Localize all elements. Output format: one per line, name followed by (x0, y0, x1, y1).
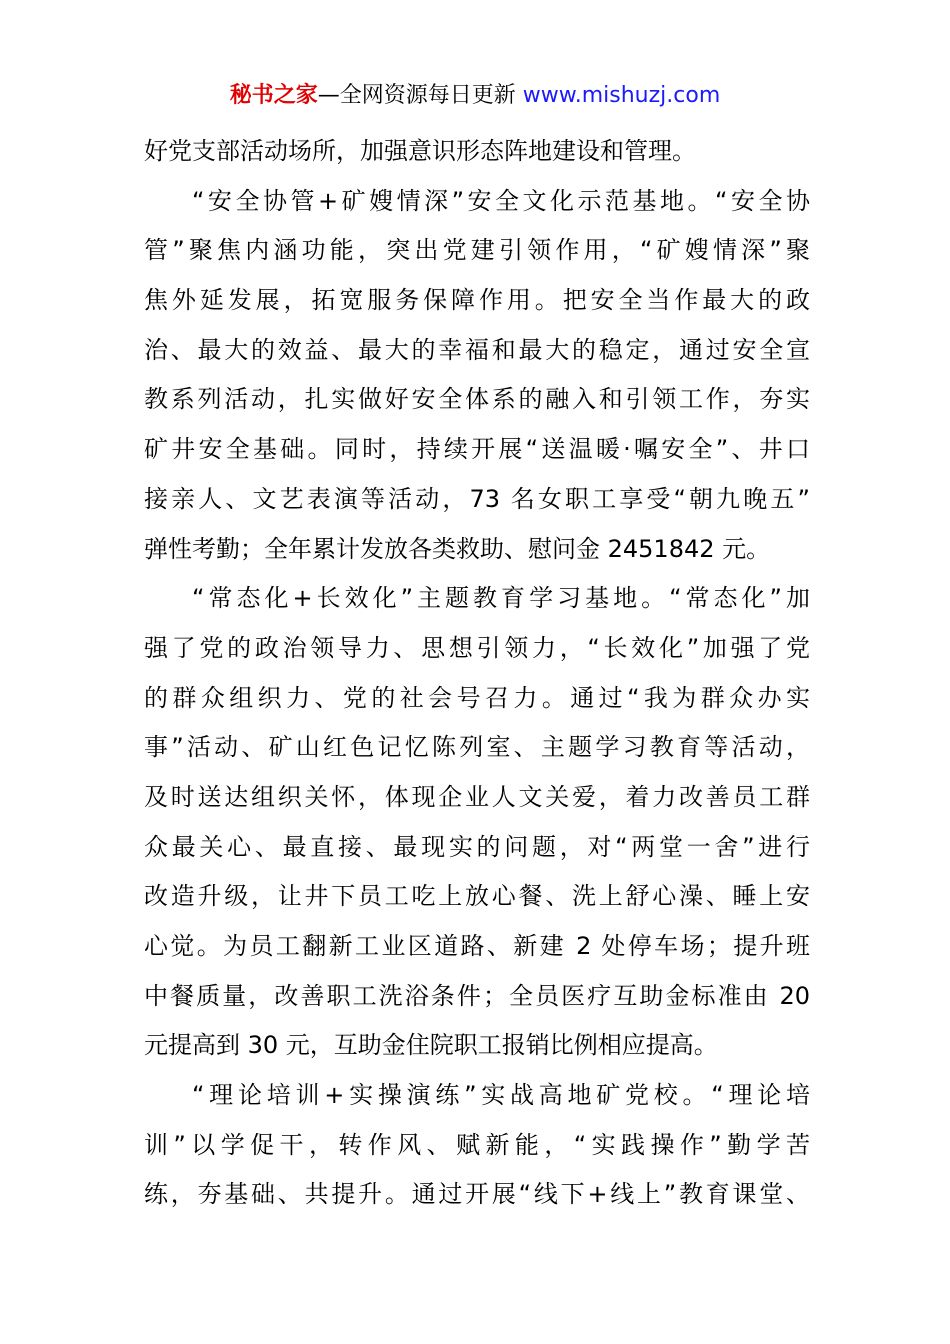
text-line: 心觉。为员工翻新工业区道路、新建 2 处停车场；提升班 (144, 932, 810, 960)
text-line: 焦外延发展，拓宽服务保障作用。把安全当作最大的政 (144, 286, 810, 315)
text-line: 好党支部活动场所，加强意识形态阵地建设和管理。 (144, 137, 696, 165)
text-line: 弹性考勤；全年累计发放各类救助、慰问金 2451842 元。 (144, 534, 771, 563)
text-line: 接亲人、文艺表演等活动，73 名女职工享受“朝九晚五” (144, 484, 810, 513)
text-line: 及时送达组织关怀，体现企业人文关爱，着力改善员工群 (144, 782, 810, 811)
text-line: 管”聚焦内涵功能，突出党建引领作用，“矿嫂情深”聚 (144, 236, 810, 265)
text-line: 练，夯基础、共提升。通过开展“线下+线上”教育课堂、 (144, 1180, 810, 1209)
paragraph-heading-line: “常态化+长效化”主题教育学习基地。“常态化”加 (192, 584, 810, 613)
text-line: 元提高到 30 元，互助金住院职工报销比例相应提高。 (144, 1031, 718, 1060)
text-line: 的群众组织力、党的社会号召力。通过“我为群众办实 (144, 683, 810, 712)
text-line: 治、最大的效益、最大的幸福和最大的稳定，通过安全宣 (144, 335, 810, 364)
document-body (144, 127, 810, 1220)
text-line: 众最关心、最直接、最现实的问题，对“两堂一舍”进行 (144, 832, 810, 861)
site-tagline: —全网资源每日更新 (317, 83, 523, 108)
paragraph-heading-line: “安全协管+矿嫂情深”安全文化示范基地。“安全协 (192, 186, 810, 215)
site-brand: 秘书之家 (229, 83, 318, 108)
text-line: 训”以学促干，转作风、赋新能，“实践操作”勤学苦 (144, 1130, 810, 1159)
site-header (0, 80, 950, 112)
text-line: 事”活动、矿山红色记忆陈列室、主题学习教育等活动， (144, 733, 810, 762)
text-line: 强了党的政治领导力、思想引领力，“长效化”加强了党 (144, 633, 810, 662)
site-url[interactable]: www.mishuzj.com (522, 83, 721, 108)
text-line: 中餐质量，改善职工洗浴条件；全员医疗互助金标准由 20 (144, 981, 810, 1010)
text-line: 教系列活动，扎实做好安全体系的融入和引领工作，夯实 (144, 385, 810, 414)
text-line: 矿井安全基础。同时，持续开展“送温暖·嘱安全”、井口 (144, 435, 810, 464)
paragraph-heading-line: “理论培训+实操演练”实战高地矿党校。“理论培 (192, 1081, 810, 1110)
text-line: 改造升级，让井下员工吃上放心餐、洗上舒心澡、睡上安 (144, 882, 810, 911)
